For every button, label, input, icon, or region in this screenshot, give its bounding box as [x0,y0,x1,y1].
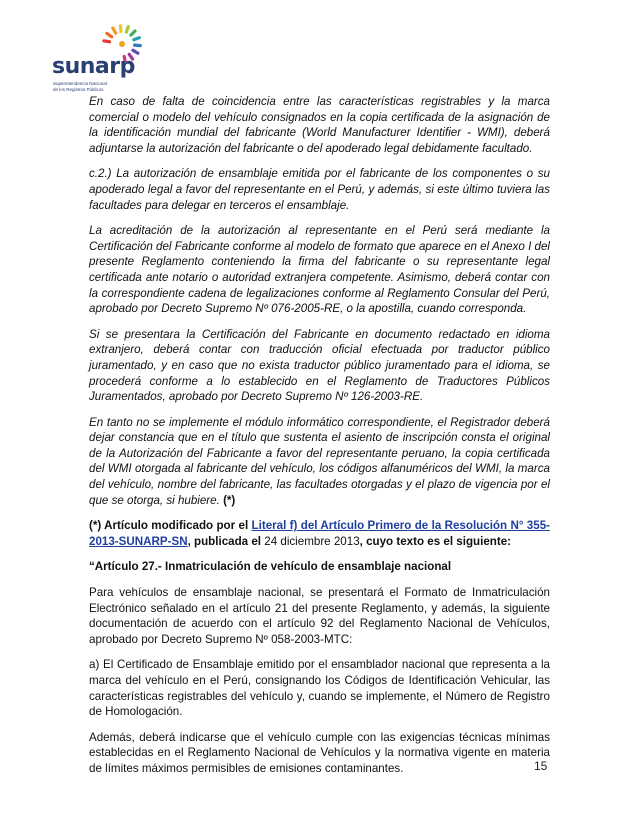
note-date: 24 diciembre 2013 [264,534,360,548]
paragraph-3: La acreditación de la autorización al representante en el Perú será mediante la Certificación del Fabricante conforme al modelo de formato que aparece en el Anexo I del presente Reglamento conteniendo la firma del fabricante o su representante legal certificada ante notario o autoridad extranjera competente. Asimismo, deberá contar con la correspondiente cadena de legalizaciones conforme al Reglamento Consular del Perú, aprobado por Decreto Supremo Nº 076-2005-RE, o la apostilla, cuando corresponda. [89,224,551,316]
modification-note [89,518,550,549]
sunarp-logo [50,12,160,97]
paragraph-5 [89,415,550,509]
logo-subtitle-line1: Superintendencia Nacional [53,81,107,86]
note-suffix: , cuyo texto es el siguiente: [359,534,512,548]
resolution-link[interactable]: Literal f) del Artículo Primero de la Resolución N° 355-2013-SUNARP-SN [89,519,551,548]
paragraph-5-text: En tanto no se implemente el módulo informático correspondiente, el Registrador deberá dejar constancia que en el título que sustenta el asiento de inscripción consta el original de la Autorización del Fabricante a favor del representante peruano, la copia certificada del WMI otorgada al fabricante del vehículo, los códigos alfanuméricos del WMI, la marca del vehículo, nombre del fabricante, las facultades otorgadas y el plazo de vigencia por el que se otorga, si hubiere. [89,415,550,507]
note-prefix: (*) Artículo modificado por el [89,519,252,533]
paragraph-4: Si se presentara la Certificación del Fabricante en documento redactado en idioma extranjero, deberá contar con traducción oficial efectuada por traductor público juramentado, y en caso que no exista traductor público juramentado para el idioma, se procederá conforme a lo establecido en el Reglamento de Traductores Públicos Juramentados, aprobado por Decreto Supremo Nº 126-2003-RE. [89,327,550,404]
paragraph-7: a) El Certificado de Ensamblaje emitido por el ensamblador nacional que representa a la marca del vehículo en el Perú, consignando los Códigos de Identificación Vehicular, las características registrables del vehículo y, cuando se implemente, el Número de Registro de Homologación. [89,658,550,719]
note-mid: , publicada el [187,534,265,548]
logo-subtitle-line2: de los Registros Públicos [53,87,104,92]
page-number: 15 [534,759,548,773]
paragraph-1: En caso de falta de coincidencia entre las características registrables y la marca comercial o modelo del vehículo consignados en la copia certificada de la asignación de la identificación mundial del fabricante (World Manufacturer Identifier - WMI), deberá adjuntarse la autorización del fabricante o del apoderado legal debidamente facultado. [89,95,550,155]
paragraph-6: Para vehículos de ensamblaje nacional, se presentará el Formato de Inmatriculación Electrónico señalado en el artículo 21 del presente Reglamento, y además, la siguiente documentación de acuerdo con el artículo 92 del Reglamento Nacional de Vehículos, aprobado por Decreto Supremo Nº 058-2003-MTC: [89,586,550,646]
paragraph-2: c.2.) La autorización de ensamblaje emitida por el fabricante de los componentes o su apoderado legal a favor del representante en el Perú, y además, si este último tuviera las facultades para delegar en terceros el ensamblaje. [89,167,550,212]
document-body [89,94,550,787]
paragraph-8: Además, deberá indicarse que el vehículo cumple con las exigencias técnicas mínimas establecidas en el Reglamento Nacional de Vehículos y la normativa vigente en materia de límites máximos permisibles de emisiones contaminantes. [89,730,550,775]
modification-mark: (*) [223,493,236,507]
article-title: “Artículo 27.- Inmatriculación de vehículo de ensamblaje nacional [89,560,452,574]
logo-wordmark: sunarp [52,54,135,79]
